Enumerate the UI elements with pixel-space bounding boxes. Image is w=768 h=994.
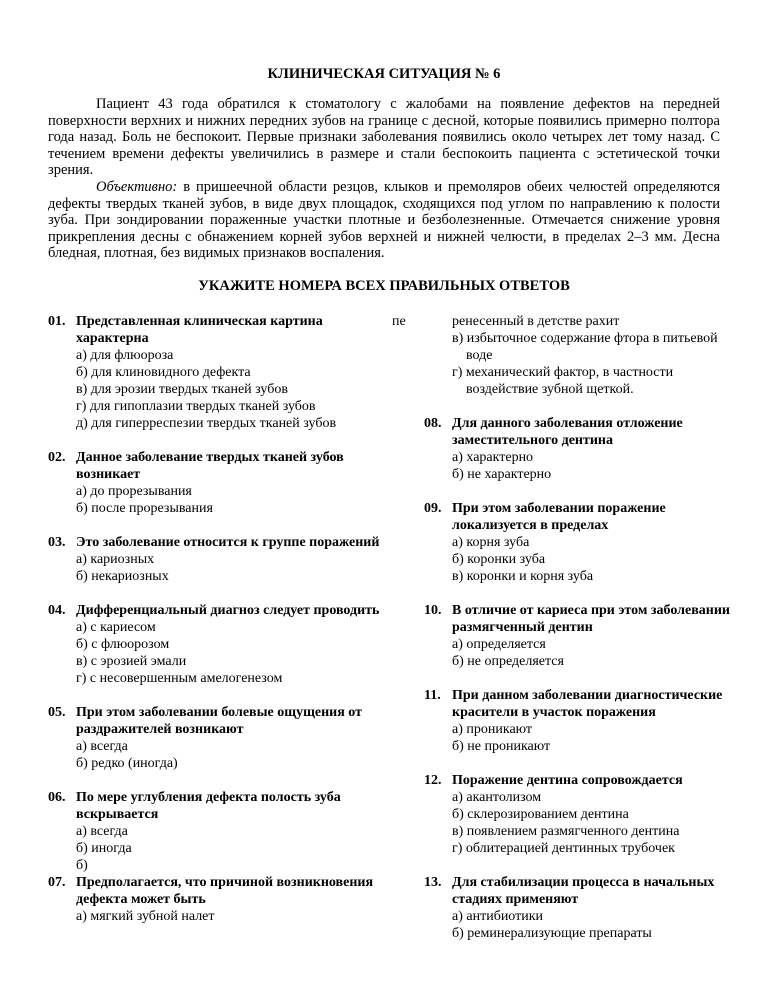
question-text: При этом заболевании болевые ощущения от раздражителей возникают <box>76 705 362 737</box>
case-description <box>48 96 720 262</box>
section-heading: УКАЖИТЕ НОМЕРА ВСЕХ ПРАВИЛЬНЫХ ОТВЕТОВ <box>198 278 570 294</box>
answer-option: б) после прорезывания <box>76 501 213 516</box>
question-text: Для стабилизации процесса в начальных стадиях применяют <box>452 875 715 907</box>
answer-option: в) для эрозии твердых тканей зубов <box>76 382 288 397</box>
answer-option: б) не характерно <box>452 467 552 482</box>
question-text: По мере углубления дефекта полость зуба вскрывается <box>76 790 341 822</box>
answer-option: а) характерно <box>452 450 534 465</box>
question-number: 01. <box>48 314 66 329</box>
question-01 <box>48 313 388 432</box>
answer-option: в) избыточное содержание фтора в питьевой воде <box>452 331 718 363</box>
answer-option: а) акантолизом <box>452 790 542 805</box>
case-paragraph-2 <box>48 179 720 262</box>
question-text: При этом заболевании поражение локализуется в пределах <box>452 501 666 533</box>
question-title <box>48 449 388 483</box>
question-title <box>48 704 388 738</box>
answer-option: а) мягкий зубной налет <box>76 909 215 924</box>
answer-option: б) реминерализующие препараты <box>452 926 652 941</box>
question-11 <box>392 687 732 755</box>
answer-option: в) коронки и корня зуба <box>452 569 594 584</box>
question-number: 12. <box>424 773 442 788</box>
question-07-continued <box>392 313 732 398</box>
question-text: Представленная клиническая картина характерна <box>76 314 323 346</box>
answer-option: а) всегда <box>76 824 128 839</box>
question-number: 03. <box>48 535 66 550</box>
question-number: 08. <box>424 416 442 431</box>
answer-option: г) с несовершенным амелогенезом <box>76 671 283 686</box>
answer-option: д) для гиперреспезии твердых тканей зубов <box>76 416 337 431</box>
case-paragraph-1: Пациент 43 года обратился к стоматологу с жалобами на появление дефектов на передней поверхности верхних и нижних передних зубов на границе с десной, которые появились примерно полтора года назад. Боль не беспокоит. Первые признаки заболевания появились около четырех лет тому назад. С течением времени дефекты увеличились в размере и стали беспокоить пациента с эстетической точки зрения. <box>48 96 720 179</box>
answer-option: а) проникают <box>452 722 533 737</box>
question-03 <box>48 534 388 585</box>
answer-option: г) облитерацией дентинных трубочек <box>452 841 675 856</box>
answer-option: б) <box>76 858 88 873</box>
answer-option: а) кариозных <box>76 552 155 567</box>
answer-option: б) не проникают <box>452 739 551 754</box>
question-title <box>48 874 388 908</box>
question-title <box>48 789 388 823</box>
question-title <box>392 772 732 789</box>
left-column <box>48 313 388 925</box>
answer-option: б) для клиновидного дефекта <box>76 365 251 380</box>
question-number: 05. <box>48 705 66 720</box>
answer-option: г) для гипоплазии твердых тканей зубов <box>76 399 316 414</box>
objective-text: в пришеечной области резцов, клыков и премоляров обеих челюстей определяются дефекты твердых тканей зубов, в виде двух площадок, сходящихся под углом по направлению к полости зуба. При зондировании пораженные участки плотные и безболезненные. Отмечается снижение уровня прикрепления десны с обнажением корней зубов верхней и нижней челюсти, в пределах 2–3 мм. Десна бледная, плотная, без видимых признаков воспаления. <box>48 178 720 262</box>
question-number: 10. <box>424 603 442 618</box>
page-title: КЛИНИЧЕСКАЯ СИТУАЦИЯ № 6 <box>267 66 501 82</box>
answer-option: б) коронки зуба <box>452 552 546 567</box>
question-title <box>392 602 732 636</box>
answer-option: б) не определяется <box>452 654 564 669</box>
question-title <box>392 500 732 534</box>
question-12 <box>392 772 732 857</box>
question-number: 06. <box>48 790 66 805</box>
answer-option: а) определяется <box>452 637 546 652</box>
answer-option: а) всегда <box>76 739 128 754</box>
question-number: 07. <box>48 875 66 890</box>
question-title <box>48 602 388 619</box>
answer-option: в) появлением размягченного дентина <box>452 824 680 839</box>
right-column <box>392 313 732 942</box>
question-09 <box>392 500 732 585</box>
question-text: Это заболевание относится к группе поражений <box>76 535 380 550</box>
answer-option: б) некариозных <box>76 569 169 584</box>
question-05 <box>48 704 388 772</box>
question-text: В отличие от кариеса при этом заболевании размягченный дентин <box>452 603 730 635</box>
question-text: Поражение дентина сопровождается <box>452 773 683 788</box>
answer-option: б) с флюорозом <box>76 637 170 652</box>
answer-option: а) до прорезывания <box>76 484 192 499</box>
question-title <box>48 534 388 551</box>
answer-option: б) иногда <box>76 841 132 856</box>
answer-option: б) редко (иногда) <box>76 756 178 771</box>
question-10 <box>392 602 732 670</box>
question-02 <box>48 449 388 517</box>
question-number: 11. <box>424 688 441 703</box>
answer-option: а) для флюороза <box>76 348 174 363</box>
question-text: Данное заболевание твердых тканей зубов возникает <box>76 450 344 482</box>
question-text: Для данного заболевания отложение заместительного дентина <box>452 416 683 448</box>
answer-option: а) с кариесом <box>76 620 156 635</box>
question-number: 04. <box>48 603 66 618</box>
question-text: При данном заболевании диагностические красители в участок поражения <box>452 688 723 720</box>
question-number: 13. <box>424 875 442 890</box>
question-title <box>392 415 732 449</box>
question-number: 02. <box>48 450 66 465</box>
question-title <box>48 313 388 347</box>
answer-option: а) антибиотики <box>452 909 544 924</box>
objective-label: Объективно: <box>96 178 178 195</box>
question-06 <box>48 789 388 874</box>
answer-option: г) механический фактор, в частности воздействие зубной щеткой. <box>452 365 674 397</box>
answer-option: б) склерозированием дентина <box>452 807 629 822</box>
question-04 <box>48 602 388 687</box>
hyphen-fragment: пе <box>392 314 406 329</box>
question-08 <box>392 415 732 483</box>
question-title <box>392 874 732 908</box>
question-07 <box>48 874 388 925</box>
question-text: Предполагается, что причиной возникновения дефекта может быть <box>76 875 374 907</box>
question-title <box>392 687 732 721</box>
answer-option: ренесенный в детстве рахит <box>452 314 620 329</box>
question-13 <box>392 874 732 942</box>
answer-option: в) с эрозией эмали <box>76 654 187 669</box>
answer-option: а) корня зуба <box>452 535 530 550</box>
question-text: Дифференциальный диагноз следует проводить <box>76 603 380 618</box>
question-number: 09. <box>424 501 442 516</box>
